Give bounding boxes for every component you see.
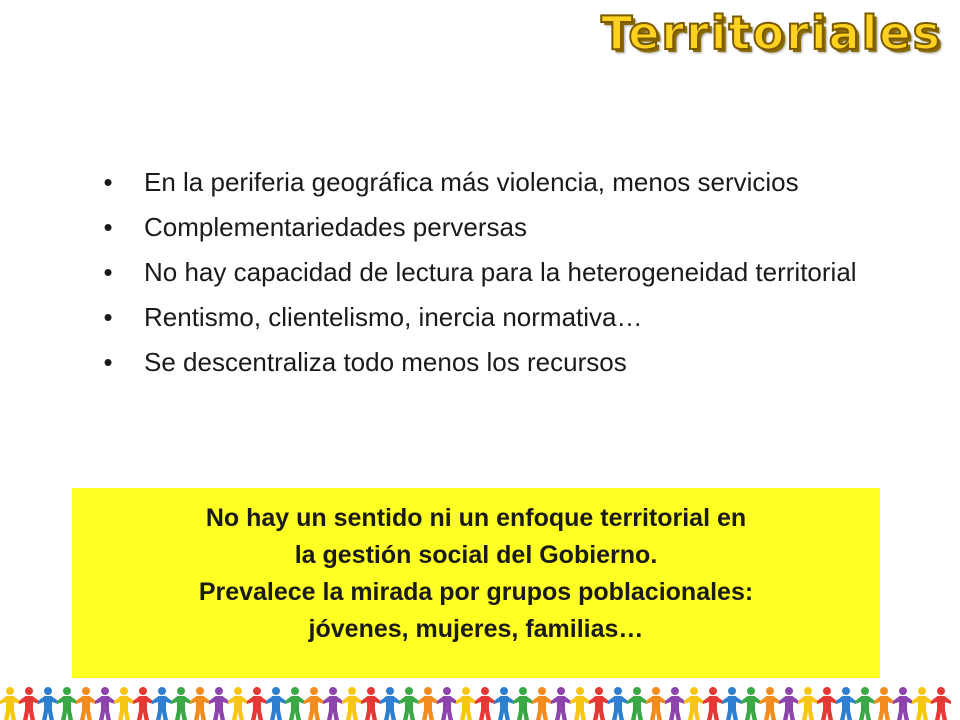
person-figure-icon [456, 687, 476, 720]
person-figure-icon [399, 687, 419, 720]
person-figure-icon [0, 687, 20, 720]
person-figure-icon [19, 687, 39, 720]
person-figure-icon [114, 687, 134, 720]
person-figure-icon [266, 687, 286, 720]
person-figure-icon [741, 687, 761, 720]
person-figure-icon [285, 687, 305, 720]
highlight-line: la gestión social del Gobierno. [294, 541, 658, 569]
person-figure-icon [551, 687, 571, 720]
person-figure-icon [171, 687, 191, 720]
person-figure-icon [475, 687, 495, 720]
bullet-item [98, 207, 878, 247]
paper-doll-people-border-icon [0, 684, 960, 720]
person-figure-icon [304, 687, 324, 720]
person-figure-icon [361, 687, 381, 720]
person-figure-icon [570, 687, 590, 720]
person-figure-icon [247, 687, 267, 720]
person-figure-icon [513, 687, 533, 720]
person-figure-icon [722, 687, 742, 720]
person-figure-icon [76, 687, 96, 720]
person-figure-icon [836, 687, 856, 720]
bullet-icon: • [103, 302, 113, 332]
highlight-box [72, 488, 880, 678]
person-figure-icon [95, 687, 115, 720]
bullet-icon: • [103, 167, 113, 197]
person-figure-icon [57, 687, 77, 720]
person-figure-icon [437, 687, 457, 720]
person-figure-icon [228, 687, 248, 720]
person-figure-icon [817, 687, 837, 720]
person-figure-icon [684, 687, 704, 720]
bullet-icon: • [103, 347, 113, 377]
bullet-text: Complementariedades perversas [144, 212, 527, 242]
person-figure-icon [931, 687, 951, 720]
highlight-line: No hay un sentido ni un enfoque territorial en [205, 504, 747, 532]
person-figure-icon [209, 687, 229, 720]
bullet-item [98, 252, 878, 292]
person-figure-icon [418, 687, 438, 720]
bullet-item [98, 162, 878, 202]
bullet-text: No hay capacidad de lectura para la heterogeneidad territorial [144, 257, 857, 287]
person-figure-icon [133, 687, 153, 720]
person-figure-icon [532, 687, 552, 720]
highlight-line: jóvenes, mujeres, familias… [308, 615, 644, 643]
bullet-text: Se descentraliza todo menos los recursos [144, 347, 627, 377]
person-figure-icon [380, 687, 400, 720]
bullet-item [98, 297, 878, 337]
person-figure-icon [589, 687, 609, 720]
person-figure-icon [703, 687, 723, 720]
person-figure-icon [608, 687, 628, 720]
bullet-icon: • [103, 212, 113, 242]
person-figure-icon [323, 687, 343, 720]
person-figure-icon [665, 687, 685, 720]
person-figure-icon [798, 687, 818, 720]
person-figure-icon [874, 687, 894, 720]
bullet-text: Rentismo, clientelismo, inercia normativa… [144, 302, 643, 332]
slide-title: Territoriales [600, 6, 942, 60]
person-figure-icon [190, 687, 210, 720]
person-figure-icon [912, 687, 932, 720]
bullet-text: En la periferia geográfica más violencia, menos servicios [144, 167, 799, 197]
person-figure-icon [855, 687, 875, 720]
person-figure-icon [646, 687, 666, 720]
person-figure-icon [627, 687, 647, 720]
person-figure-icon [152, 687, 172, 720]
bullet-list [98, 162, 878, 387]
bullet-item [98, 342, 878, 382]
person-figure-icon [893, 687, 913, 720]
person-figure-icon [760, 687, 780, 720]
highlight-line: Prevalece la mirada por grupos poblacionales: [198, 578, 754, 606]
highlight-message [96, 500, 856, 648]
person-figure-icon [779, 687, 799, 720]
bullet-icon: • [103, 257, 113, 287]
person-figure-icon [494, 687, 514, 720]
person-figure-icon [38, 687, 58, 720]
person-figure-icon [342, 687, 362, 720]
